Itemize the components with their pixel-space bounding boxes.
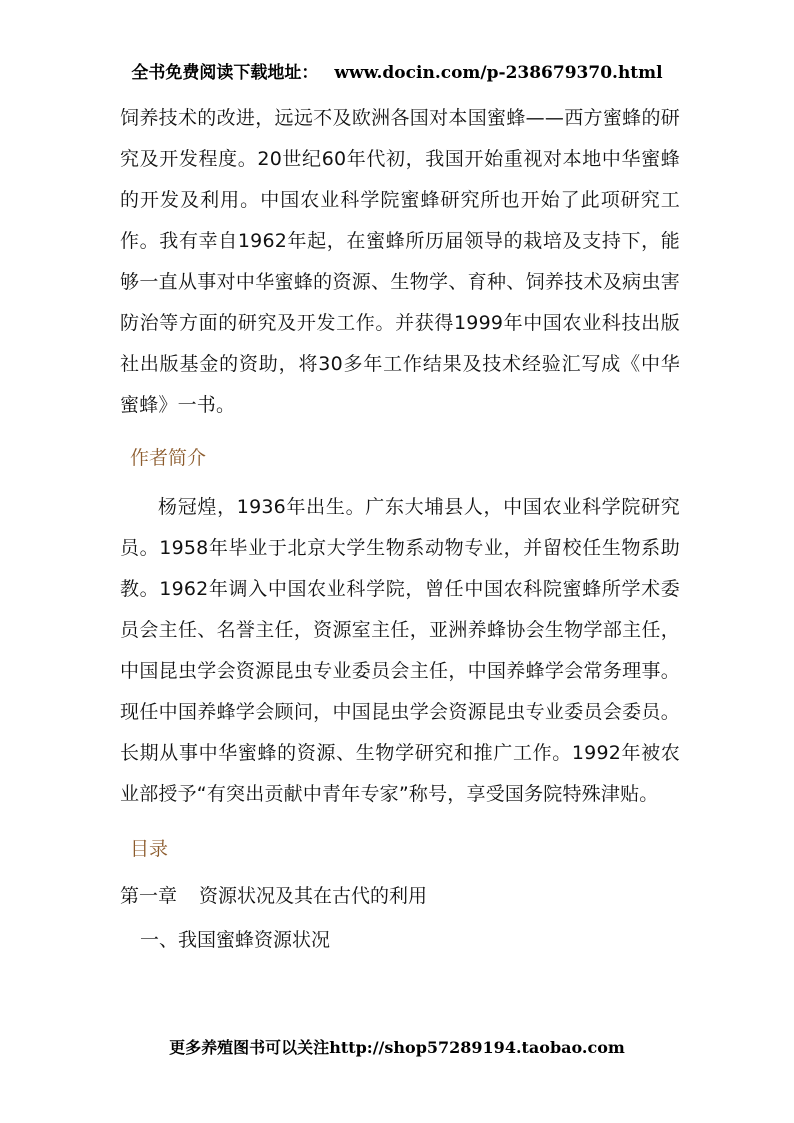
page-header: [0, 58, 794, 83]
toc-chapter-number: 第一章: [120, 885, 178, 907]
document-body: [120, 98, 680, 962]
page-footer: [0, 1035, 794, 1058]
author-paragraph: 杨冠煌，1936年出生。广东大埔县人，中国农业科学院研究员。1958年毕业于北京大学生物系动物专业，并留校任生物系助教。1962年调入中国农业科学院，曾任中国农科院蜜蜂所学术委员会主任、名誉主任，资源室主任，亚洲养蜂协会生物学部主任，中国昆虫学会资源昆虫专业委员会主任，中国养蜂学会常务理事。现任中国养蜂学会顾问，中国昆虫学会资源昆虫专业委员会委员。长期从事中华蜜蜂的资源、生物学研究和推广工作。1992年被农业部授予“有突出贡献中青年专家”称号，享受国务院特殊津贴。: [120, 496, 680, 805]
toc-section-1: 一、我国蜜蜂资源状况: [140, 929, 331, 951]
author-section-heading: 作者简介: [130, 447, 207, 469]
footer-shop-link[interactable]: http://shop57289194.taobao.com: [329, 1038, 625, 1057]
toc-chapter-1: [120, 874, 680, 918]
footer-text: 更多养殖图书可以关注: [169, 1038, 330, 1057]
intro-paragraph: 饲养技术的改进，远远不及欧洲各国对本国蜜蜂——西方蜜蜂的研究及开发程度。20世纪60年代初，我国开始重视对本地中华蜜蜂的开发及利用。中国农业科学院蜜蜂研究所也开始了此项研究工作。我有幸自1962年起，在蜜蜂所历届领导的栽培及支持下，能够一直从事对中华蜜蜂的资源、生物学、育种、饲养技术及病虫害防治等方面的研究及开发工作。并获得1999年中国农业科技出版社出版基金的资助，将30多年工作结果及技术经验汇写成《中华蜜蜂》一书。: [120, 107, 680, 416]
download-url-link[interactable]: www.docin.com/p-238679370.html: [334, 63, 663, 83]
toc-chapter-title: 资源状况及其在古代的利用: [199, 885, 428, 907]
download-label: 全书免费阅读下载地址：: [131, 63, 319, 83]
toc-heading: 目录: [130, 838, 169, 860]
